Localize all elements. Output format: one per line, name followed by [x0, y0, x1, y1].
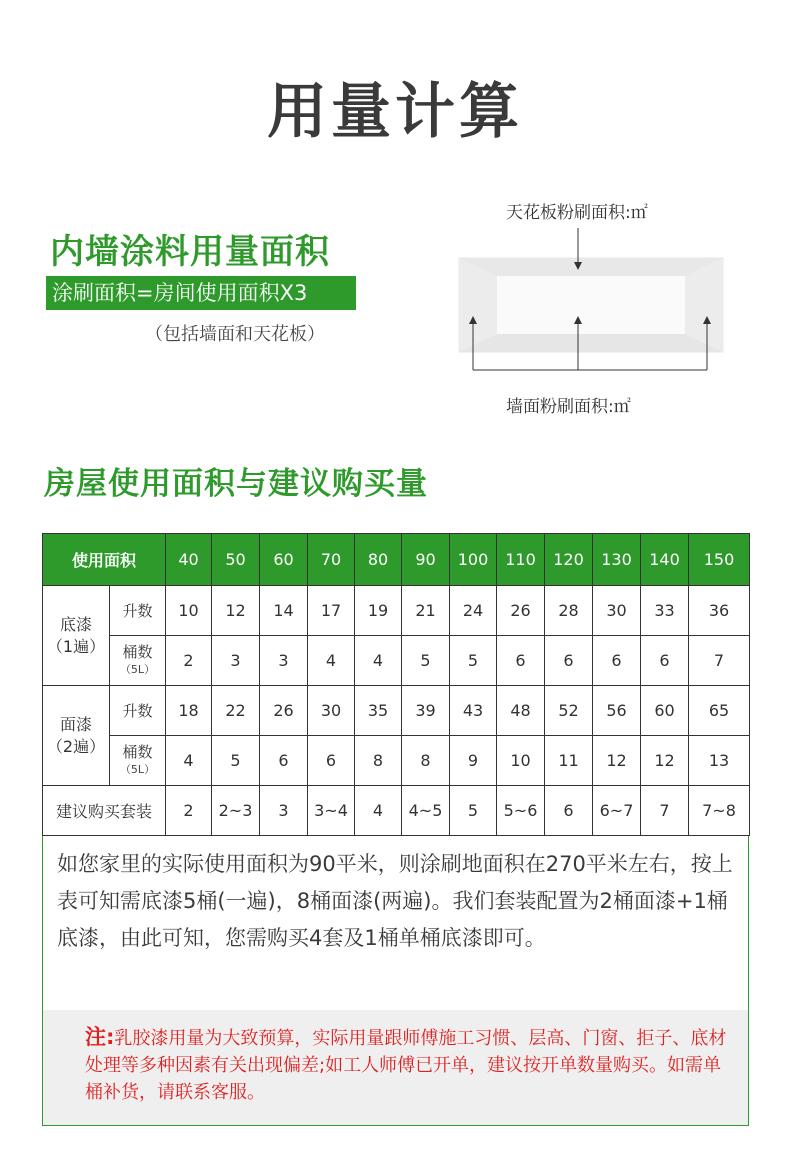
- formula-note: （包括墙面和天花板）: [145, 324, 325, 345]
- header-area: 50: [212, 534, 260, 586]
- table-cell: 5: [450, 636, 497, 686]
- buckets-label-text: 桶数: [122, 642, 153, 661]
- table-cell: 39: [402, 686, 450, 736]
- table-cell: 30: [308, 686, 355, 736]
- table-cell: 7: [641, 786, 689, 836]
- table-cell: 6: [593, 636, 641, 686]
- bucket-size-note: （5L）: [119, 762, 156, 776]
- table-cell: 22: [212, 686, 260, 736]
- liters-label: 升数: [110, 686, 166, 736]
- notice-body: 乳胶漆用量为大致预算，实际用量跟师傅施工习惯、层高、门窗、拒子、底材处理等多种因素有关出现偏差;如工人师傅已开单，建议按开单数量购买。如需单桶补货，请联系客服。: [85, 1028, 727, 1103]
- floor-face: [459, 334, 723, 352]
- table-cell: 2~3: [212, 786, 260, 836]
- table-cell: 43: [450, 686, 497, 736]
- header-area: 90: [402, 534, 450, 586]
- table-row-top-liters: [43, 686, 750, 736]
- header-area: 130: [593, 534, 641, 586]
- usage-table: [42, 533, 750, 836]
- table-cell: 10: [166, 586, 212, 636]
- table-cell: 3: [260, 786, 308, 836]
- notice-label: 注:: [85, 1025, 115, 1049]
- table-row-primer-buckets: [43, 636, 750, 686]
- table-cell: 9: [450, 736, 497, 786]
- table-cell: 4: [355, 786, 402, 836]
- example-explanation: 如您家里的实际使用面积为90平米，则涂刷地面积在270平米左右，按上表可知需底漆5桶(一遍)，8桶面漆(两遍)。我们套装配置为2桶面漆+1桶底漆，由此可知，您需购买4套及1桶单桶底漆即可。: [57, 852, 733, 950]
- table-cell: 3: [212, 636, 260, 686]
- liters-label: 升数: [110, 586, 166, 636]
- table-cell: 26: [497, 586, 545, 636]
- table-cell: 5~6: [497, 786, 545, 836]
- table-cell: 4: [355, 636, 402, 686]
- table-cell: 52: [545, 686, 593, 736]
- table-cell: 6~7: [593, 786, 641, 836]
- table-cell: 4: [308, 636, 355, 686]
- table-cell: 65: [689, 686, 750, 736]
- ceiling-area-label: 天花板粉刷面积:㎡: [506, 203, 648, 223]
- page-title: 用量计算: [267, 77, 523, 147]
- table-cell: 35: [355, 686, 402, 736]
- table-cell: 4~5: [402, 786, 450, 836]
- usage-table-wrapper: [42, 533, 749, 836]
- table-cell: 6: [545, 636, 593, 686]
- table-cell: 19: [355, 586, 402, 636]
- table-cell: 2: [166, 786, 212, 836]
- header-area: 150: [689, 534, 750, 586]
- room-diagram: [455, 228, 727, 378]
- table-cell: 6: [641, 636, 689, 686]
- table-cell: 12: [641, 736, 689, 786]
- header-area-label: 使用面积: [43, 534, 166, 586]
- table-cell: 5: [450, 786, 497, 836]
- table-cell: 2: [166, 636, 212, 686]
- header-area: 100: [450, 534, 497, 586]
- table-row-top-buckets: [43, 736, 750, 786]
- table-cell: 17: [308, 586, 355, 636]
- table-cell: 10: [497, 736, 545, 786]
- buckets-label-text: 桶数: [122, 742, 153, 761]
- table-cell: 5: [212, 736, 260, 786]
- topcoat-category: 面漆 （2遍）: [43, 686, 110, 786]
- table-cell: 11: [545, 736, 593, 786]
- table-header-row: [43, 534, 750, 586]
- header-area: 120: [545, 534, 593, 586]
- table-row-primer-liters: [43, 586, 750, 636]
- wall-area-label: 墙面粉刷面积:㎡: [506, 397, 631, 417]
- table-cell: 60: [641, 686, 689, 736]
- ceiling-top-face: [459, 258, 723, 276]
- sets-label: 建议购买套装: [43, 786, 166, 836]
- section-title-wall-paint: 内墙涂料用量面积: [50, 232, 330, 272]
- header-area: 80: [355, 534, 402, 586]
- table-cell: 13: [689, 736, 750, 786]
- table-cell: 8: [355, 736, 402, 786]
- table-cell: 3: [260, 636, 308, 686]
- table-cell: 33: [641, 586, 689, 636]
- table-cell: 26: [260, 686, 308, 736]
- table-cell: 5: [402, 636, 450, 686]
- buckets-label: [110, 736, 166, 786]
- table-cell: 48: [497, 686, 545, 736]
- section-title-usage-table: 房屋使用面积与建议购买量: [44, 466, 428, 502]
- table-cell: 12: [593, 736, 641, 786]
- header-area: 70: [308, 534, 355, 586]
- table-cell: 6: [545, 786, 593, 836]
- table-cell: 4: [166, 736, 212, 786]
- table-cell: 28: [545, 586, 593, 636]
- table-cell: 3~4: [308, 786, 355, 836]
- header-area: 140: [641, 534, 689, 586]
- table-cell: 30: [593, 586, 641, 636]
- table-row-sets: [43, 786, 750, 836]
- table-cell: 6: [497, 636, 545, 686]
- header-area: 110: [497, 534, 545, 586]
- table-cell: 7~8: [689, 786, 750, 836]
- table-cell: 6: [260, 736, 308, 786]
- table-cell: 24: [450, 586, 497, 636]
- table-cell: 12: [212, 586, 260, 636]
- table-cell: 14: [260, 586, 308, 636]
- header-area: 40: [166, 534, 212, 586]
- table-cell: 36: [689, 586, 750, 636]
- table-cell: 6: [308, 736, 355, 786]
- table-cell: 21: [402, 586, 450, 636]
- header-area: 60: [260, 534, 308, 586]
- table-cell: 8: [402, 736, 450, 786]
- bucket-size-note: （5L）: [119, 662, 156, 676]
- table-cell: 18: [166, 686, 212, 736]
- info-box: [42, 836, 749, 1126]
- buckets-label: [110, 636, 166, 686]
- formula-banner: 涂刷面积=房间使用面积X3: [46, 276, 356, 310]
- table-cell: 7: [689, 636, 750, 686]
- notice-box: [43, 1010, 748, 1125]
- notice-text: [85, 1024, 735, 1106]
- table-cell: 56: [593, 686, 641, 736]
- primer-category: 底漆 （1遍）: [43, 586, 110, 686]
- back-wall-face: [497, 276, 685, 334]
